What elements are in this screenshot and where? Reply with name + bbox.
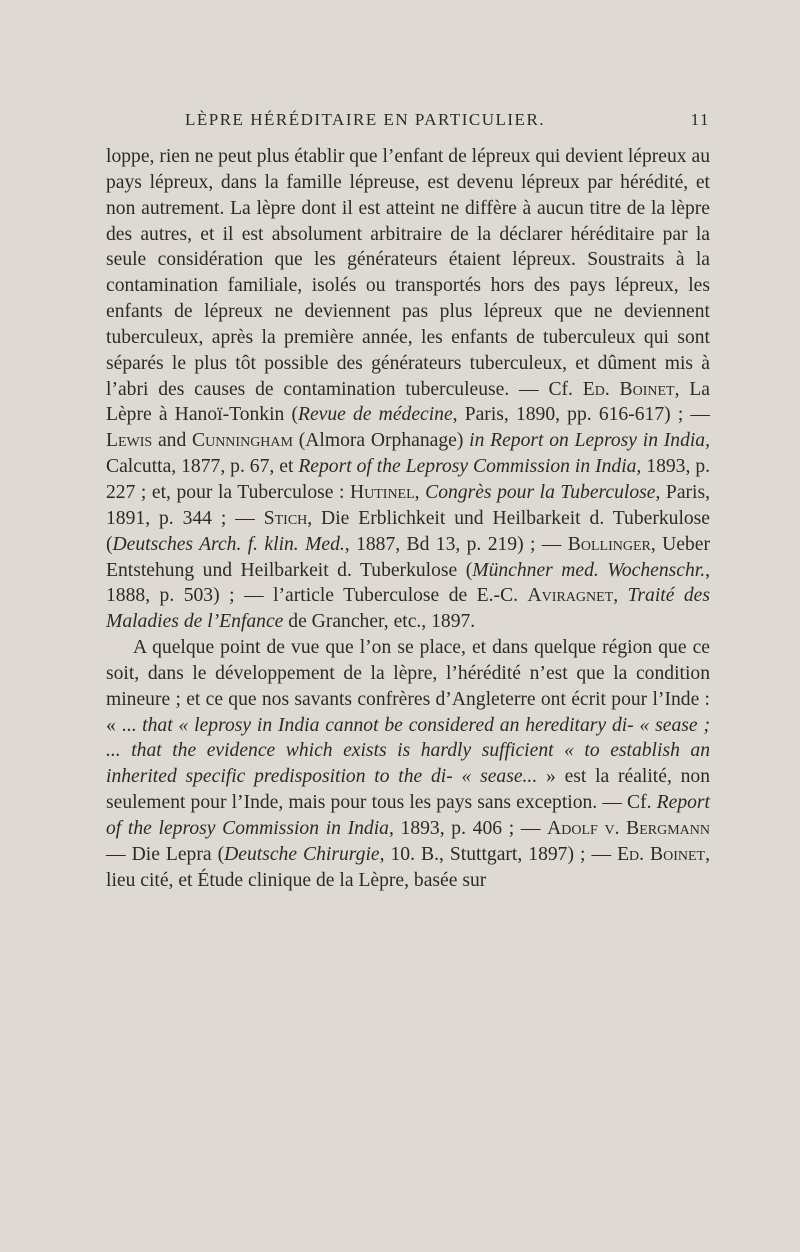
running-title: LÈPRE HÉRÉDITAIRE EN PARTICULIER. bbox=[185, 110, 546, 129]
author-name: Bollinger bbox=[567, 533, 651, 555]
text-run: , Die Erblichkeit und Heilbarkeit d. Tuberkulose ( bbox=[106, 507, 711, 555]
author-name: Ed. Boinet bbox=[617, 843, 706, 865]
running-header bbox=[105, 110, 710, 136]
italic-run: that « leprosy in India cannot be considered an hereditary di- « sease ; ... that the evidence which exists is hardly sufficient « to establish an inherited specific predisposition to the di- « sease... bbox=[106, 714, 710, 788]
author-name: Aviragnet bbox=[527, 585, 614, 607]
paragraph-1 bbox=[106, 144, 710, 635]
author-name: Adolf v. Bergmann bbox=[547, 817, 710, 839]
author-name: Hutinel bbox=[349, 481, 415, 503]
text-run: » est la réalité, non seulement pour l’Inde, mais pour tous les pays sans exception. — Cf. bbox=[106, 766, 711, 814]
italic-run: Deutsche Chirurgie bbox=[224, 843, 380, 865]
text-run: — Die Lepra ( bbox=[106, 843, 225, 865]
text-run: 1893, p. 406 ; — bbox=[393, 817, 548, 839]
italic-run: Revue de médecine bbox=[298, 404, 453, 426]
text-run: , lieu cité, et Étude clinique de la Lèpre, basée sur bbox=[106, 843, 711, 891]
text-run: A quelque point de vue que l’on se place, et dans quelque région que ce soit, dans le développement de la lèpre, l’hérédité n’est que la condition mineure ; et ce que nos savants confrères d’Angleterre ont écrit pour l’Inde : « ... bbox=[106, 637, 710, 736]
text-run: , Ueber Entstehung und Heilbarkeit d. Tuberkulose ( bbox=[106, 533, 710, 581]
paragraph-2 bbox=[106, 635, 710, 893]
text-run: , bbox=[414, 481, 426, 503]
text-run: , 10. B., Stuttgart, 1897) ; — bbox=[379, 843, 618, 865]
italic-run: in Report on Leprosy in India, bbox=[469, 430, 711, 452]
text-run: de Grancher, etc., 1897. bbox=[283, 611, 476, 633]
author-name: Cunningham bbox=[192, 430, 293, 452]
text-run: , Paris, 1890, pp. 616-617) ; — bbox=[452, 404, 711, 426]
text-run: , 1887, Bd 13, p. 219) ; — bbox=[344, 533, 568, 555]
italic-run: Münchner med. Wochenschr. bbox=[472, 559, 706, 581]
italic-run: Report of the leprosy Commission in India, bbox=[106, 792, 710, 839]
italic-run: Congrès pour la Tuberculose bbox=[425, 481, 656, 503]
text-run: loppe, rien ne peut plus établir que l’enfant de lépreux qui devient lépreux au pays lépreux, dans la famille lépreuse, est devenu lépreux par hérédité, et non autrement. La lèpre dont il est atteint ne diffère à aucun titre de la lèpre des autres, et il est absolument arbitraire de la déclarer héréditaire par la seule considération que les générateurs étaient lépreux. Soustraits à la contamination familiale, isolés ou transportés hors des pays lépreux, les enfants de lépreux ne deviennent pas plus lépreux que ne deviennent tuberculeux, après la première année, les enfants de tuberculeux qui sont séparés le plus tôt possible des générateurs tuberculeux, et dûment mis à l’abri des causes de contamination tuberculeuse. — Cf. bbox=[106, 146, 710, 400]
text-run: and bbox=[152, 430, 193, 452]
page-number: 11 bbox=[690, 110, 710, 129]
italic-run: Deutsches Arch. f. klin. Med. bbox=[112, 533, 345, 555]
italic-run: Report of the Leprosy Commission in India, bbox=[298, 456, 642, 478]
author-name: Stich bbox=[263, 507, 308, 529]
text-run: , Paris, 1891, p. 344 ; — bbox=[106, 481, 711, 529]
text-run: Calcutta, 1877, p. 67, et bbox=[106, 456, 299, 478]
text-run: , bbox=[613, 585, 628, 607]
body-text bbox=[106, 144, 710, 893]
author-name: Lewis bbox=[106, 430, 153, 452]
text-run: , 1888, p. 503) ; — l’article Tuberculose de E.-C. bbox=[106, 559, 710, 607]
text-run: , La Lèpre à Hanoï-Tonkin ( bbox=[106, 378, 710, 426]
text-run: 1893, p. 227 ; et, pour la Tuberculose : bbox=[106, 456, 711, 503]
author-name: Ed. Boinet bbox=[582, 378, 675, 400]
text-run: (Almora Orphanage) bbox=[292, 430, 470, 452]
italic-run: Traité des Maladies de l’Enfance bbox=[106, 585, 711, 633]
